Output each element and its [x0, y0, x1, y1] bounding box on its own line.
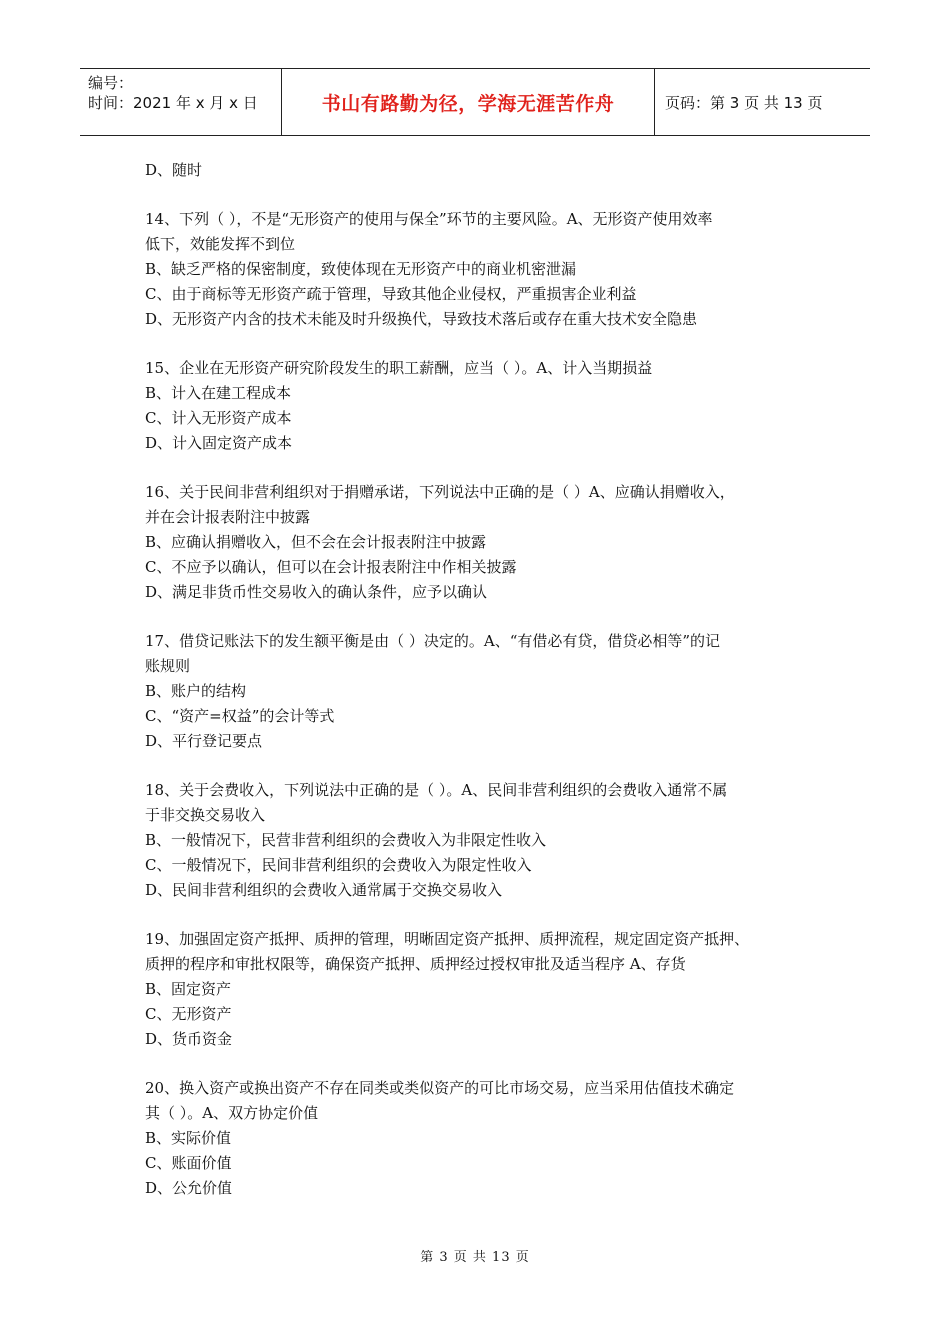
- question-stem: 18、关于会费收入，下列说法中正确的是（ ）。A、民间非营利组织的会费收入通常不属: [145, 781, 728, 799]
- option-d: D、公允价值: [145, 1179, 233, 1197]
- option-b: B、固定资产: [145, 980, 232, 998]
- option-c: C、由于商标等无形资产疏于管理，导致其他企业侵权，严重损害企业利益: [145, 285, 637, 303]
- header-page-info: 页码：第 3 页 共 13 页: [665, 93, 823, 112]
- option-b: B、账户的结构: [145, 682, 247, 700]
- question-stem-continued: 账规则: [145, 657, 191, 675]
- option-c: C、“资产=权益”的会计等式: [145, 707, 335, 725]
- option-c: C、一般情况下，民间非营利组织的会费收入为限定性收入: [145, 856, 532, 874]
- question-list: [145, 158, 810, 1201]
- question-19: [145, 927, 810, 1052]
- page-header: [80, 68, 870, 136]
- option-d: D、计入固定资产成本: [145, 434, 293, 452]
- option-b: B、应确认捐赠收入，但不会在会计报表附注中披露: [145, 533, 487, 551]
- question-stem: 14、下列（ ），不是“无形资产的使用与保全”环节的主要风险。A、无形资产使用效率: [145, 210, 713, 228]
- header-meta: [80, 69, 282, 135]
- question-stem: 19、加强固定资产抵押、质押的管理，明晰固定资产抵押、质押流程，规定固定资产抵押、: [145, 930, 750, 948]
- header-motto: 书山有路勤为径，学海无涯苦作舟: [282, 69, 655, 135]
- question-stem-continued: 于非交换交易收入: [145, 806, 266, 824]
- question-18: [145, 778, 810, 903]
- option-c: C、无形资产: [145, 1005, 232, 1023]
- question-stem: 15、企业在无形资产研究阶段发生的职工薪酬，应当（ ）。A、计入当期损益: [145, 359, 653, 377]
- option-d: D、货币资金: [145, 1030, 233, 1048]
- option-d: D、民间非营利组织的会费收入通常属于交换交易收入: [145, 881, 503, 899]
- option-c: C、账面价值: [145, 1154, 232, 1172]
- option-d: D、平行登记要点: [145, 732, 263, 750]
- option-c: C、计入无形资产成本: [145, 409, 292, 427]
- option-d: D、无形资产内含的技术未能及时升级换代，导致技术落后或存在重大技术安全隐患: [145, 310, 698, 328]
- question-14: [145, 207, 810, 332]
- option-b: B、实际价值: [145, 1129, 232, 1147]
- question-15: [145, 356, 810, 456]
- question-17: [145, 629, 810, 754]
- question-16: [145, 480, 810, 605]
- leading-option-d: D、随时: [145, 161, 203, 179]
- question-stem: 20、换入资产或换出资产不存在同类或类似资产的可比市场交易，应当采用估值技术确定: [145, 1079, 735, 1097]
- option-b: B、计入在建工程成本: [145, 384, 292, 402]
- question-stem: 17、借贷记账法下的发生额平衡是由（ ）决定的。A、“有借必有贷，借贷必相等”的记: [145, 632, 721, 650]
- document-number-label: 编号：: [88, 74, 134, 92]
- option-b: B、一般情况下，民营非营利组织的会费收入为非限定性收入: [145, 831, 547, 849]
- option-d: D、满足非货币性交易收入的确认条件，应予以确认: [145, 583, 488, 601]
- page-footer: 第 3 页 共 13 页: [420, 1250, 530, 1265]
- question-stem: 16、关于民间非营利组织对于捐赠承诺，下列说法中正确的是（ ）A、应确认捐赠收入，: [145, 483, 735, 501]
- question-stem-continued: 低下，效能发挥不到位: [145, 235, 296, 253]
- option-b: B、缺乏严格的保密制度，致使体现在无形资产中的商业机密泄漏: [145, 260, 577, 278]
- question-stem-continued: 其（ ）。A、双方协定价值: [145, 1104, 319, 1122]
- question-stem-continued: 质押的程序和审批权限等，确保资产抵押、质押经过授权审批及适当程序 A、存货: [145, 955, 686, 973]
- question-stem-continued: 并在会计报表附注中披露: [145, 508, 311, 526]
- question-20: [145, 1076, 810, 1201]
- option-c: C、不应予以确认，但可以在会计报表附注中作相关披露: [145, 558, 517, 576]
- document-time-label: 时间：2021 年 x 月 x 日: [88, 94, 258, 112]
